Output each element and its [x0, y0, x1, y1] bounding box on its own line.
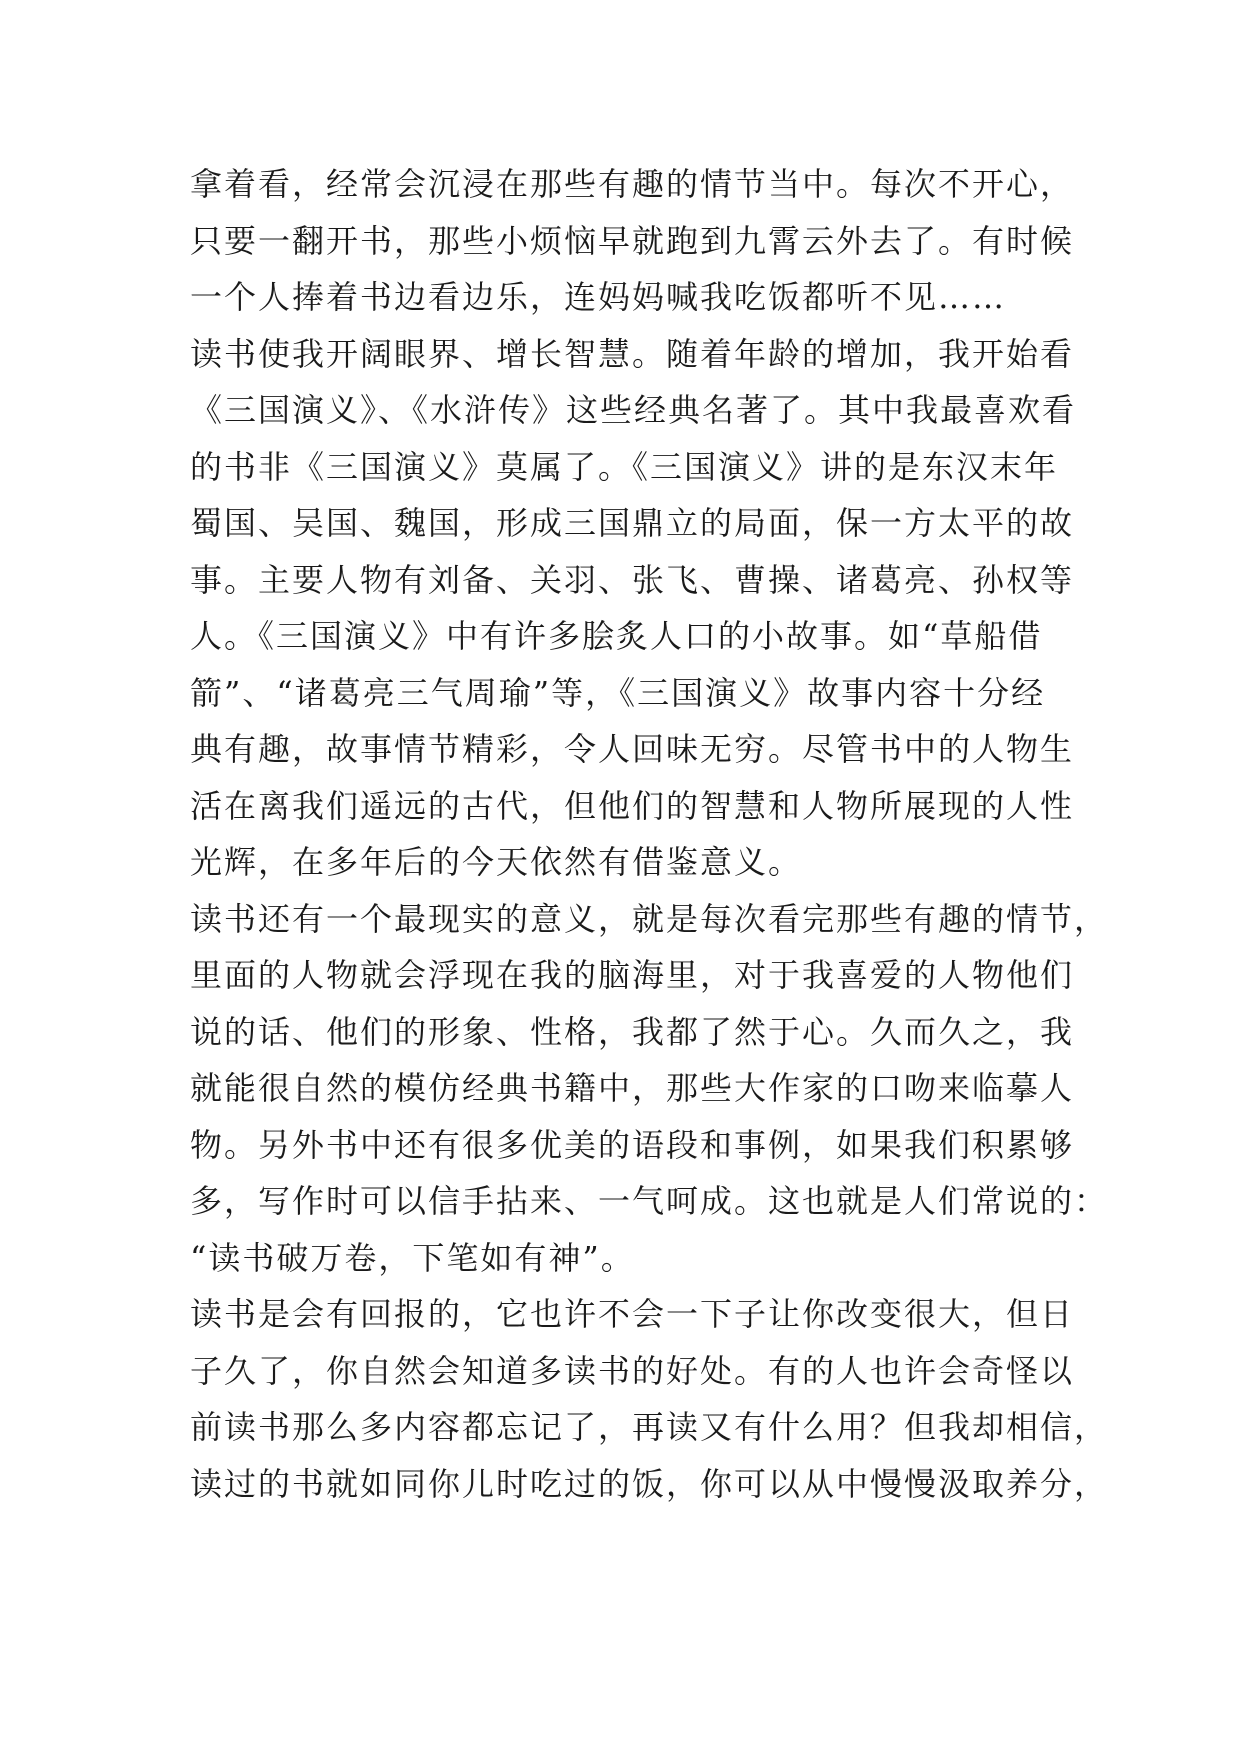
text-line: 读过的书就如同你儿时吃过的饭，你可以从中慢慢汲取养分， [190, 1464, 1109, 1503]
text-line: 蜀国、吴国、魏国，形成三国鼎立的局面，保一方太平的故 [190, 504, 1075, 542]
text-line: 说的话、他们的形象、性格，我都了然于心。久而久之，我 [190, 1012, 1075, 1051]
text-line: 一个人捧着书边看边乐，连妈妈喊我吃饭都听不见…… [190, 278, 1007, 316]
text-line: 事。主要人物有刘备、关羽、张飞、曹操、诸葛亮、孙权等 [190, 560, 1075, 599]
text-line: 人。《三国演义》中有许多脍炙人口的小故事。如“草船借 [190, 617, 1043, 655]
text-line: 就能很自然的模仿经典书籍中，那些大作家的口吻来临摹人 [190, 1069, 1075, 1107]
body-text [190, 156, 1109, 1512]
text-line: 里面的人物就会浮现在我的脑海里，对于我喜爱的人物他们 [190, 956, 1075, 994]
text-line: “读书破万卷，下笔如有神”。 [190, 1238, 635, 1277]
text-line: 拿着看，经常会沉浸在那些有趣的情节当中。每次不开心， [190, 165, 1075, 203]
text-line: 读书是会有回报的，它也许不会一下子让你改变很大，但日 [190, 1295, 1075, 1333]
text-line: 前读书那么多内容都忘记了，再读又有什么用？但我却相信， [190, 1408, 1109, 1446]
text-line: 读书还有一个最现实的意义，就是每次看完那些有趣的情节， [190, 899, 1109, 938]
text-line: 典有趣，故事情节精彩，令人回味无穷。尽管书中的人物生 [190, 730, 1075, 768]
text-line: 读书使我开阔眼界、增长智慧。随着年龄的增加，我开始看 [190, 334, 1075, 373]
text-line: 《三国演义》、《水浒传》这些经典名著了。其中我最喜欢看 [190, 391, 1077, 429]
text-line: 活在离我们遥远的古代，但他们的智慧和人物所展现的人性 [190, 786, 1075, 825]
text-line: 物。另外书中还有很多优美的语段和事例，如果我们积累够 [190, 1125, 1075, 1164]
text-line: 多，写作时可以信手拈来、一气呵成。这也就是人们常说的： [190, 1182, 1109, 1220]
text-line: 光辉，在多年后的今天依然有借鉴意义。 [190, 843, 803, 881]
text-line: 箭”、“诸葛亮三气周瑜”等，《三国演义》故事内容十分经 [190, 673, 1046, 712]
text-line: 只要一翻开书，那些小烦恼早就跑到九霄云外去了。有时候 [190, 221, 1075, 260]
text-line: 的书非《三国演义》莫属了。《三国演义》讲的是东汉末年 [190, 447, 1059, 486]
text-line: 子久了，你自然会知道多读书的好处。有的人也许会奇怪以 [190, 1351, 1075, 1390]
